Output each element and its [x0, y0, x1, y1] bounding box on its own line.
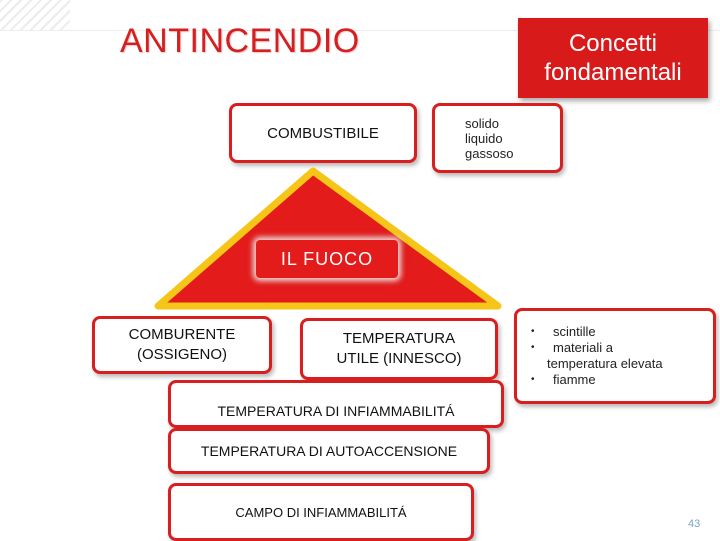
autoignition-label: TEMPERATURA DI AUTOACCENSIONE [200, 443, 458, 459]
concept-line-2: fondamentali [544, 59, 682, 86]
temperatura-line-1: TEMPERATURA [342, 330, 456, 347]
fire-label: IL FUOCO [256, 240, 398, 278]
fuel-state-item: solido [465, 115, 499, 131]
list-item [531, 340, 713, 372]
combustibile-box [229, 103, 417, 163]
slide-title: ANTINCENDIO [120, 22, 360, 60]
fuel-state-item: gassoso [465, 145, 514, 161]
flammability-range-label: CAMPO DI INFIAMMABILITÁ [235, 504, 407, 520]
page-number: 43 [688, 518, 701, 530]
bullet-icon: • [531, 342, 535, 353]
list-item-text: scintille [553, 324, 596, 339]
flash-point-label: TEMPERATURA DI INFIAMMABILITÁ [217, 403, 455, 419]
ignition-sources-box [514, 308, 716, 404]
bullet-icon: • [531, 374, 535, 385]
ignition-sources-list [517, 324, 713, 388]
fuel-states-box [432, 103, 563, 173]
concept-line-1: Concetti [568, 30, 658, 57]
temperatura-box [300, 318, 498, 380]
fire-triangle-shape [158, 171, 498, 306]
list-item [531, 324, 713, 340]
decorative-stripes [0, 0, 70, 30]
comburente-box [92, 316, 272, 374]
list-item-text: materiali a [553, 340, 613, 355]
comburente-line-1: COMBURENTE [128, 326, 236, 343]
list-item-text: fiamme [553, 372, 596, 387]
comburente-line-2: (OSSIGENO) [136, 346, 227, 363]
fuel-state-item: liquido [465, 130, 503, 146]
temperatura-line-2: UTILE (INNESCO) [336, 350, 462, 367]
combustibile-label: COMBUSTIBILE [267, 124, 379, 142]
list-item [531, 372, 713, 388]
list-item-continuation: temperatura elevata [547, 356, 663, 371]
concept-box [518, 18, 708, 98]
autoignition-box [168, 428, 490, 474]
flash-point-box [168, 380, 504, 428]
flammability-range-box [168, 483, 474, 541]
bullet-icon: • [531, 326, 535, 337]
